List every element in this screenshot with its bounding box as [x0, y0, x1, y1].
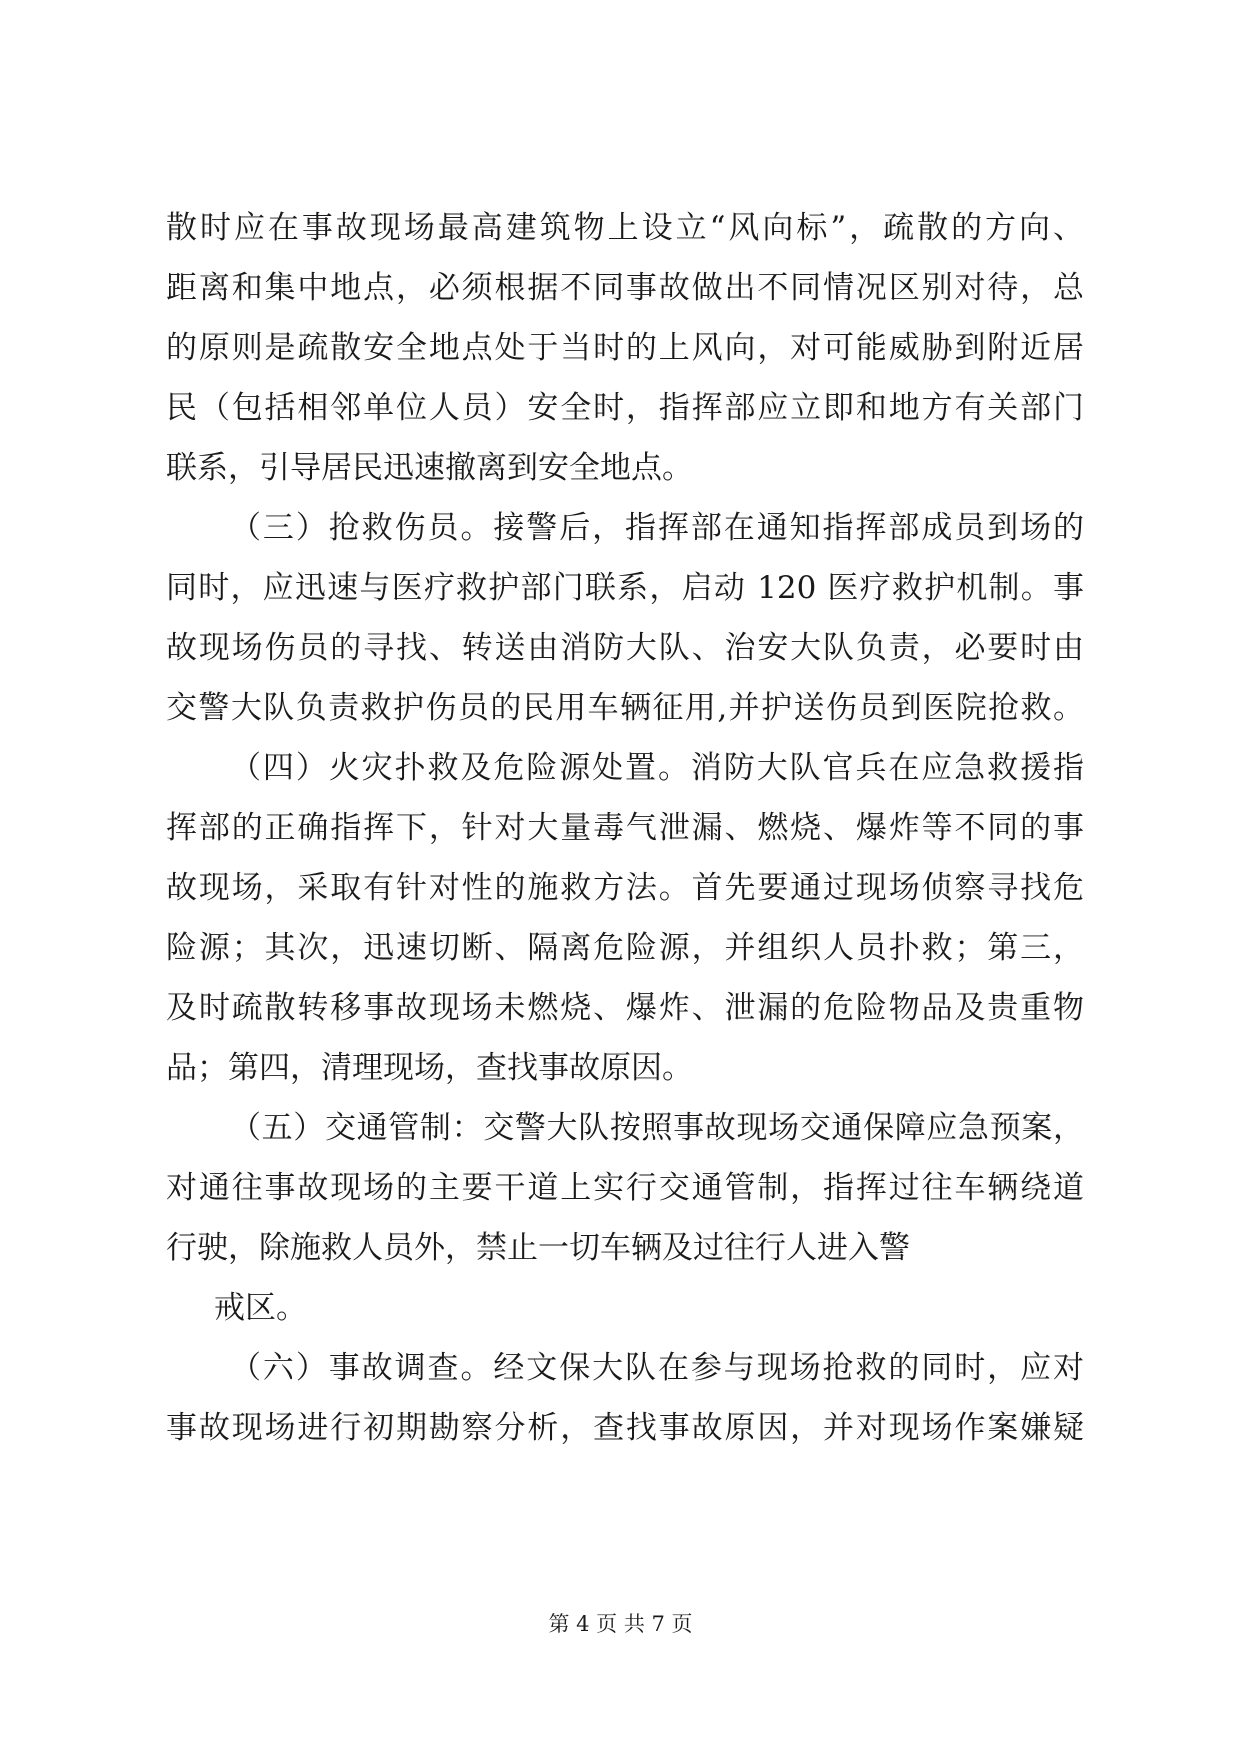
- text-line: 民（包括相邻单位人员）安全时，指挥部应立即和地方有关部门: [166, 390, 1084, 426]
- text-line: 挥部的正确指挥下，针对大量毒气泄漏、燃烧、爆炸等不同的事: [166, 810, 1084, 846]
- page-number-footer: 第 4 页 共 7 页: [548, 1612, 693, 1636]
- text-line: 故现场，采取有针对性的施救方法。首先要通过现场侦察寻找危: [166, 870, 1084, 906]
- text-line: 故现场伤员的寻找、转送由消防大队、治安大队负责，必要时由: [166, 630, 1084, 666]
- text-line: 戒区。: [214, 1290, 307, 1326]
- paragraph-heading-line: （六）事故调查。经文保大队在参与现场抢救的同时，应对: [230, 1350, 1084, 1386]
- text-line: 同时，应迅速与医疗救护部门联系，启动 120 医疗救护机制。事: [166, 570, 1084, 606]
- text-line: 品；第四，清理现场，查找事故原因。: [166, 1050, 693, 1086]
- text-line: 交警大队负责救护伤员的民用车辆征用,并护送伤员到医院抢救。: [166, 690, 1084, 726]
- paragraph-heading-line: （五）交通管制：交警大队按照事故现场交通保障应急预案，: [230, 1110, 1084, 1146]
- paragraph-heading-line: （四）火灾扑救及危险源处置。消防大队官兵在应急救援指: [230, 750, 1084, 786]
- text-line: 及时疏散转移事故现场未燃烧、爆炸、泄漏的危险物品及贵重物: [166, 990, 1084, 1026]
- text-line: 联系，引导居民迅速撤离到安全地点。: [166, 450, 693, 486]
- text-line: 事故现场进行初期勘察分析，查找事故原因，并对现场作案嫌疑: [166, 1410, 1084, 1446]
- text-line: 行驶，除施救人员外，禁止一切车辆及过往行人进入警: [166, 1230, 910, 1266]
- text-line: 散时应在事故现场最高建筑物上设立“风向标”，疏散的方向、: [166, 210, 1084, 246]
- text-line: 险源；其次，迅速切断、隔离危险源，并组织人员扑救；第三，: [166, 930, 1084, 966]
- text-line: 的原则是疏散安全地点处于当时的上风向，对可能威胁到附近居: [166, 330, 1084, 366]
- text-line: 对通往事故现场的主要干道上实行交通管制，指挥过往车辆绕道: [166, 1170, 1084, 1206]
- paragraph-heading-line: （三）抢救伤员。接警后，指挥部在通知指挥部成员到场的: [230, 510, 1084, 546]
- text-line: 距离和集中地点，必须根据不同事故做出不同情况区别对待，总: [166, 270, 1084, 306]
